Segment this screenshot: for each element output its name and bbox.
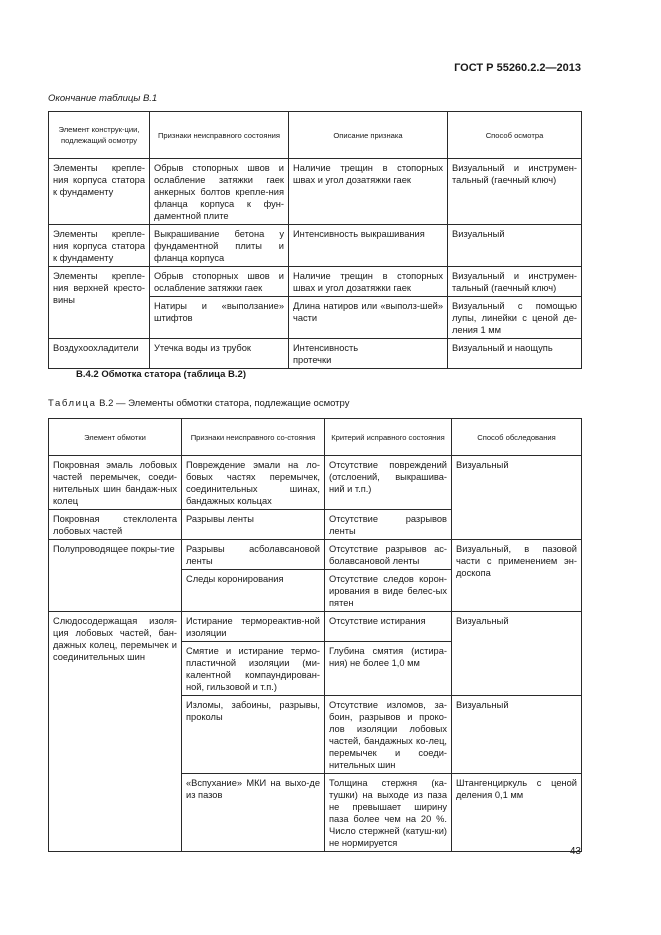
table2	[48, 418, 582, 852]
cell-element: Элементы крепле-ния корпуса статора к фундаменту	[49, 159, 150, 225]
cell-criterion: Глубина смятия (истира-ния) не более 1,0 мм	[325, 642, 452, 696]
table-row	[49, 612, 582, 642]
cell-sign: Истирание термореактив-ной изоляции	[182, 612, 325, 642]
cell-method: Визуальный	[448, 225, 582, 267]
cell-sign: «Вспухание» МКИ на выхо-де из пазов	[182, 774, 325, 852]
cell-description: Длина натиров или «выполз-шей» части	[289, 297, 448, 339]
table2-caption	[48, 398, 349, 409]
cell-sign: Изломы, забоины, разрывы, проколы	[182, 696, 325, 774]
cell-description: Наличие трещин в стопорных швах и угол дозатяжки гаек	[289, 159, 448, 225]
cell-description-text: Интенсивность протечки	[293, 343, 359, 365]
table-row	[49, 456, 582, 510]
table-row	[49, 339, 582, 369]
cell-description	[289, 339, 448, 369]
cell-sign: Обрыв стопорных швов и ослабление затяжки гаек	[150, 267, 289, 297]
cell-method: Визуальный	[452, 612, 582, 696]
cell-element: Элементы крепле-ния верхней кресто-вины	[49, 267, 150, 339]
cell-method: Визуальный и инструмен-тальный (гаечный ключ)	[448, 159, 582, 225]
table2-caption-prefix: Таблица	[48, 398, 97, 409]
table1-col-sign: Признаки неисправного состояния	[150, 112, 289, 159]
cell-sign: Повреждение эмали на ло-бовых частях перемычек, соединительных шинах, бандажных кольцах	[182, 456, 325, 510]
cell-criterion: Отсутствие следов корон-ирования в виде белес-ых пятен	[325, 570, 452, 612]
cell-sign: Разрывы ленты	[182, 510, 325, 540]
table1-col-description: Описание признака	[289, 112, 448, 159]
cell-method: Визуальный, в пазовой части с применением эн-доскопа	[452, 540, 582, 612]
page-number: 43	[569, 846, 581, 857]
cell-sign: Натиры и «выползание» штифтов	[150, 297, 289, 339]
cell-element: Покровная стеклолента лобовых частей	[49, 510, 182, 540]
cell-method: Визуальный	[452, 456, 582, 540]
cell-criterion: Отсутствие истирания	[325, 612, 452, 642]
table-row	[49, 540, 582, 570]
cell-criterion: Отсутствие изломов, за-боин, разрывов и проко-лов изоляции лобовых частей, бандажных ко-лец, перемычек и соеди-нительных шин	[325, 696, 452, 774]
cell-sign: Утечка воды из трубок	[150, 339, 289, 369]
table1-caption: Окончание таблицы В.1	[48, 93, 158, 104]
cell-sign: Выкрашивание бетона у фундаментной плиты и фланца корпуса	[150, 225, 289, 267]
table2-header-row	[49, 419, 582, 456]
table1-col-method: Способ осмотра	[448, 112, 582, 159]
cell-description: Интенсивность выкрашивания	[289, 225, 448, 267]
cell-element: Слюдосодержащая изоля-ция лобовых частей, бан-дажных колец, перемычек и соединительных шин	[49, 612, 182, 852]
cell-criterion: Толщина стержня (ка-тушки) на выходе из паза не превышает ширину паза более чем на 20 %. Число стержней (катуш-ки) не нормируется	[325, 774, 452, 852]
cell-element: Полупроводящее покры-тие	[49, 540, 182, 612]
table2-col-sign: Признаки неисправного со-стояния	[182, 419, 325, 456]
table-row	[49, 225, 582, 267]
table2-caption-text: В.2 — Элементы обмотки статора, подлежащие осмотру	[99, 398, 350, 409]
cell-sign: Смятие и истирание термо-пластичной изоляции (ми-калентной компаундирован-ной, гильзовой и т.п.)	[182, 642, 325, 696]
cell-description: Наличие трещин в стопорных швах и угол дозатяжки гаек	[289, 267, 448, 297]
cell-element: Воздухоохладители	[49, 339, 150, 369]
cell-method: Визуальный	[452, 696, 582, 774]
cell-element: Покровная эмаль лобовых частей перемычек, соеди-нительных шин бандаж-ных колец	[49, 456, 182, 510]
cell-sign: Обрыв стопорных швов и ослабление затяжки гаек анкерных болтов крепле-ния фланца корпуса к фун-даментной плите	[150, 159, 289, 225]
cell-method: Штангенциркуль с ценой деления 0,1 мм	[452, 774, 582, 852]
table2-col-element: Элемент обмотки	[49, 419, 182, 456]
cell-sign: Разрывы асболавсановой ленты	[182, 540, 325, 570]
cell-criterion: Отсутствие разрывов ас-болавсановой ленты	[325, 540, 452, 570]
table2-col-method: Способ обследования	[452, 419, 582, 456]
cell-sign: Следы коронирования	[182, 570, 325, 612]
table1-col-element: Элемент конструк-ции, подлежащий осмотру	[49, 112, 150, 159]
table2-col-criterion: Критерий исправного состояния	[325, 419, 452, 456]
cell-criterion: Отсутствие повреждений (отслоений, выкрашива-ний и т.п.)	[325, 456, 452, 510]
cell-element: Элементы крепле-ния корпуса статора к фундаменту	[49, 225, 150, 267]
table-row	[49, 267, 582, 297]
table1-header-row	[49, 112, 582, 159]
cell-method: Визуальный и наощупь	[448, 339, 582, 369]
cell-criterion: Отсутствие разрывов ленты	[325, 510, 452, 540]
table-row	[49, 159, 582, 225]
document-code: ГОСТ Р 55260.2.2—2013	[454, 62, 581, 74]
cell-method: Визуальный и инструмен-тальный (гаечный ключ)	[448, 267, 582, 297]
section-title: В.4.2 Обмотка статора (таблица В.2)	[76, 369, 246, 380]
table1	[48, 111, 582, 369]
cell-method: Визуальный с помощью лупы, линейки с ценой де-ления 1 мм	[448, 297, 582, 339]
